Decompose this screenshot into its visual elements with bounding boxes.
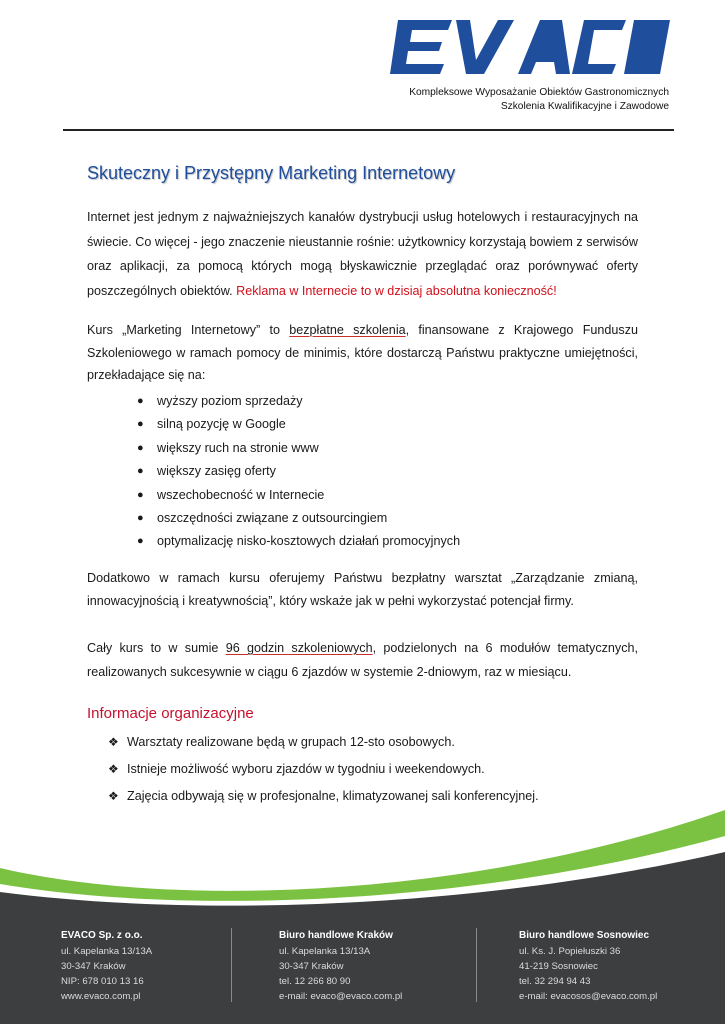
list-item: ● większy zasięg oferty — [157, 460, 460, 483]
bullet-icon: ● — [137, 511, 144, 524]
bullet-icon: ● — [137, 465, 144, 478]
list-item: ❖ Istnieje możliwość wyboru zjazdów w tygodniu i weekendowych. — [108, 759, 539, 786]
footer-nip: NIP: 678 010 13 16 — [61, 976, 144, 987]
list-item: ❖ Warsztaty realizowane będą w grupach 12-sto osobowych. — [108, 732, 539, 759]
footer-divider — [231, 928, 232, 1002]
bullet-icon: ● — [137, 418, 144, 431]
evaco-logo — [390, 18, 670, 76]
footer-email-link[interactable]: e-mail: evaco@evaco.com.pl — [279, 991, 403, 1002]
list-item: ● wyższy poziom sprzedaży — [157, 390, 460, 413]
list-item: ● wszechobecność w Internecie — [157, 484, 460, 507]
list-item: ● oszczędności związane z outsourcingiem — [157, 507, 460, 530]
footer-krakow-name: Biuro handlowe Kraków — [279, 930, 393, 941]
footer-sosnowiec — [519, 928, 657, 1004]
diamond-bullet-icon: ❖ — [108, 789, 119, 803]
list-item: ● silną pozycję w Google — [157, 413, 460, 436]
course-paragraph — [87, 319, 638, 387]
footer-email-link[interactable]: e-mail: evacosos@evaco.com.pl — [519, 991, 658, 1002]
duration-highlight: 96 godzin szkoleniowych — [225, 641, 373, 655]
footer-company — [61, 928, 152, 1004]
diamond-bullet-icon: ❖ — [108, 762, 119, 776]
course-text-before: Kurs „Marketing Internetowy” to — [87, 323, 280, 337]
intro-highlight: Reklama w Internecie to w dzisiaj absolutna konieczność! — [236, 283, 557, 298]
footer-phone: tel. 12 266 80 90 — [279, 976, 351, 987]
header-divider — [63, 129, 674, 131]
bullet-icon: ● — [137, 535, 144, 548]
workshop-paragraph: Dodatkowo w ramach kursu oferujemy Państwu bezpłatny warsztat „Zarządzanie zmianą, innowacyjnością i kreatywnością”, który wskaże jak w pełni wykorzystać potencjał firmy. — [87, 571, 638, 608]
duration-text-after: , podzielonych na 6 modułów tematycznych, realizowanych sukcesywnie w ciągu 6 zjazdów w systemie 2-dniowym, raz w miesiącu. — [87, 641, 639, 679]
footer-phone: tel. 32 294 94 43 — [519, 976, 591, 987]
duration-text-before: Cały kurs to w sumie — [87, 641, 219, 655]
course-text-after: , finansowane z Krajowego Funduszu Szkoleniowego w ramach pomocy de minimis, które dostarczą Państwu praktyczne umiejętności, przekładające się na: — [87, 323, 638, 382]
tagline-line-1: Kompleksowe Wyposażanie Obiektów Gastronomicznych — [409, 87, 669, 98]
page-title: Skuteczny i Przystępny Marketing Internetowy — [87, 163, 456, 183]
footer-sosnowiec-name: Biuro handlowe Sosnowiec — [519, 930, 650, 941]
footer-address: ul. Ks. J. Popiełuszki 36 — [519, 946, 621, 957]
bullet-icon: ● — [137, 395, 144, 407]
footer-city: 30-347 Kraków — [279, 961, 344, 972]
org-heading: Informacje organizacyjne — [87, 705, 254, 722]
list-item: ● większy ruch na stronie www — [157, 437, 460, 460]
footer — [0, 920, 725, 1024]
footer-company-name: EVACO Sp. z o.o. — [61, 930, 143, 941]
diamond-bullet-icon: ❖ — [108, 735, 119, 749]
footer-website-link[interactable]: www.evaco.com.pl — [61, 991, 141, 1002]
footer-divider — [476, 928, 477, 1002]
duration-paragraph — [87, 636, 638, 684]
footer-city: 30-347 Kraków — [61, 961, 126, 972]
intro-text: Internet jest jednym z najważniejszych kanałów dystrybucji usług hotelowych i restauracyjnych na świecie. Co więcej - jego znaczenie nieustannie rośnie: użytkownicy korzystają bowiem z serwisów oraz aplikacji, za pomocą których mogą błyskawicznie przeglądać oraz porównywać oferty poszczególnych obiektów. — [87, 210, 638, 298]
footer-address: ul. Kapelanka 13/13A — [279, 946, 371, 957]
tagline-line-2: Szkolenia Kwalifikacyjne i Zawodowe — [500, 101, 669, 112]
company-tagline — [409, 86, 669, 114]
course-highlight: bezpłatne szkolenia — [289, 323, 406, 337]
bullet-icon: ● — [137, 441, 144, 454]
footer-address: ul. Kapelanka 13/13A — [61, 946, 153, 957]
intro-paragraph — [87, 205, 638, 303]
footer-city: 41-219 Sosnowiec — [519, 961, 598, 972]
bullet-icon: ● — [137, 488, 144, 501]
benefits-list — [137, 390, 461, 554]
footer-krakow — [279, 928, 402, 1004]
list-item: ❖ Zajęcia odbywają się w profesjonalne, klimatyzowanej sali konferencyjnej. — [108, 786, 539, 813]
list-item: ● optymalizację nisko-kosztowych działań promocyjnych — [157, 530, 460, 553]
